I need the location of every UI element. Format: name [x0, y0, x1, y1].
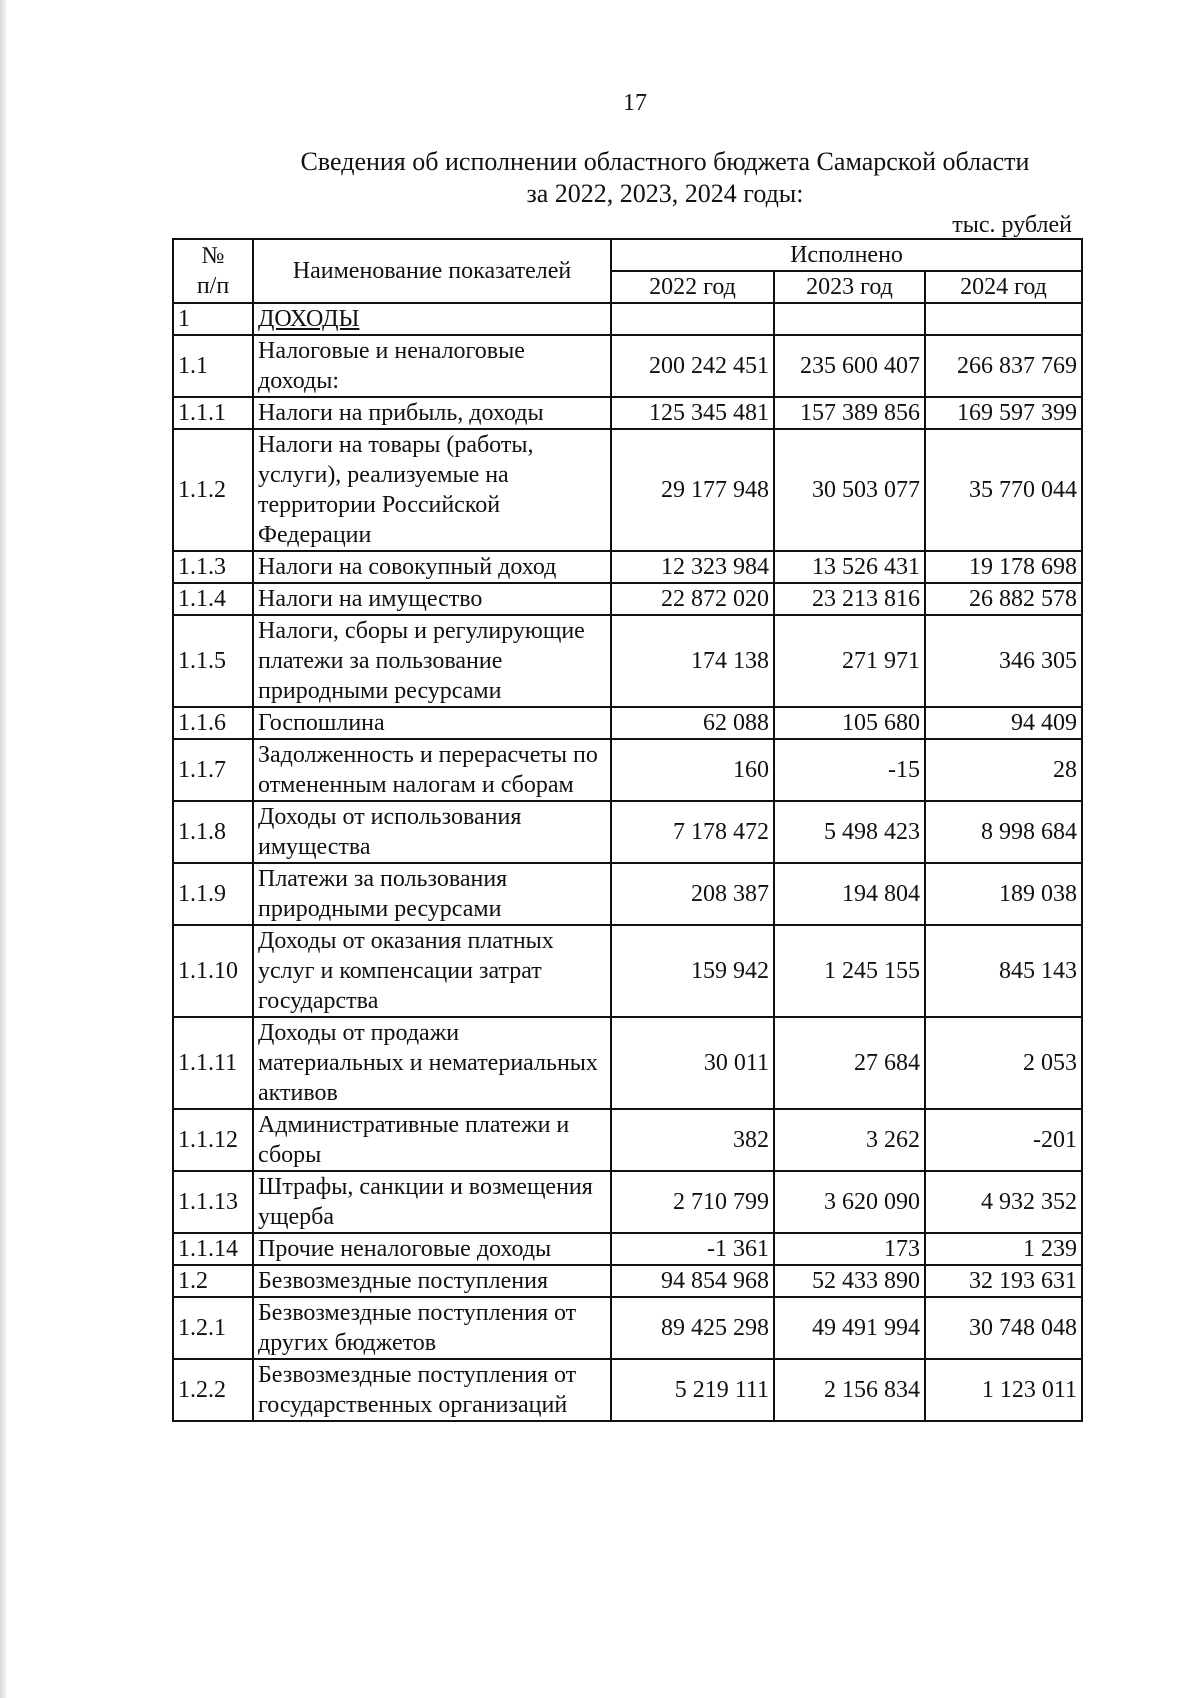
row-value-2024: 30 748 048: [925, 1297, 1082, 1359]
title-line-1: Сведения об исполнении областного бюджета Самарской области: [300, 147, 1030, 176]
row-code: 1.1.1: [173, 397, 253, 429]
row-value-2023: -15: [774, 739, 925, 801]
row-value-2022: 12 323 984: [611, 551, 774, 583]
row-value-2022: [611, 303, 774, 335]
row-name: Налоги, сборы и регулирующие платежи за пользование природными ресурсами: [253, 615, 611, 707]
row-name: Налоги на имущество: [253, 583, 611, 615]
row-value-2024: 26 882 578: [925, 583, 1082, 615]
row-name: Доходы от оказания платных услуг и компенсации затрат государства: [253, 925, 611, 1017]
row-code: 1.2.2: [173, 1359, 253, 1421]
row-name: ДОХОДЫ: [253, 303, 611, 335]
row-name: Безвозмездные поступления от других бюджетов: [253, 1297, 611, 1359]
header-name-col: Наименование показателей: [253, 239, 611, 303]
row-value-2022: 22 872 020: [611, 583, 774, 615]
row-value-2024: 28: [925, 739, 1082, 801]
row-name: Платежи за пользования природными ресурсами: [253, 863, 611, 925]
row-code: 1.1.7: [173, 739, 253, 801]
row-value-2023: 1 245 155: [774, 925, 925, 1017]
row-value-2024: 32 193 631: [925, 1265, 1082, 1297]
row-value-2022: 2 710 799: [611, 1171, 774, 1233]
row-name: Налоговые и неналоговые доходы:: [253, 335, 611, 397]
row-code: 1.1.2: [173, 429, 253, 551]
table-row: [173, 801, 1082, 863]
row-value-2023: 2 156 834: [774, 1359, 925, 1421]
table-row: [173, 397, 1082, 429]
row-code: 1: [173, 303, 253, 335]
title-line-2: за 2022, 2023, 2024 годы:: [526, 179, 804, 208]
row-name: Доходы от использования имущества: [253, 801, 611, 863]
row-code: 1.2: [173, 1265, 253, 1297]
budget-table-body: [173, 239, 1082, 1421]
row-value-2023: 23 213 816: [774, 583, 925, 615]
row-code: 1.1.11: [173, 1017, 253, 1109]
row-code: 1.1.5: [173, 615, 253, 707]
row-code: 1.1.8: [173, 801, 253, 863]
header-group-executed: Исполнено: [611, 239, 1082, 271]
row-value-2024: 2 053: [925, 1017, 1082, 1109]
row-value-2023: 3 620 090: [774, 1171, 925, 1233]
row-value-2024: 1 239: [925, 1233, 1082, 1265]
row-name: Задолженность и перерасчеты по отмененным налогам и сборам: [253, 739, 611, 801]
row-code: 1.1: [173, 335, 253, 397]
row-code: 1.1.10: [173, 925, 253, 1017]
row-value-2023: 30 503 077: [774, 429, 925, 551]
row-name: Безвозмездные поступления от государственных организаций: [253, 1359, 611, 1421]
table-row: [173, 925, 1082, 1017]
header-year-2022: 2022 год: [611, 271, 774, 303]
table-row: [173, 1017, 1082, 1109]
row-value-2023: 105 680: [774, 707, 925, 739]
row-name: Прочие неналоговые доходы: [253, 1233, 611, 1265]
row-code: 1.1.9: [173, 863, 253, 925]
page-edge-shadow: [0, 0, 6, 1698]
table-row: [173, 429, 1082, 551]
row-value-2024: 845 143: [925, 925, 1082, 1017]
table-row: [173, 1233, 1082, 1265]
table-row: [173, 863, 1082, 925]
units-label: тыс. рублей: [952, 212, 1072, 238]
row-value-2023: 49 491 994: [774, 1297, 925, 1359]
row-value-2023: 194 804: [774, 863, 925, 925]
table-row: [173, 1265, 1082, 1297]
table-row: [173, 1359, 1082, 1421]
row-value-2023: 52 433 890: [774, 1265, 925, 1297]
row-value-2022: 94 854 968: [611, 1265, 774, 1297]
row-name: Безвозмездные поступления: [253, 1265, 611, 1297]
row-code: 1.1.12: [173, 1109, 253, 1171]
row-name: Налоги на прибыль, доходы: [253, 397, 611, 429]
header-year-2023: 2023 год: [774, 271, 925, 303]
table-row: [173, 739, 1082, 801]
table-row: [173, 583, 1082, 615]
row-value-2024: 19 178 698: [925, 551, 1082, 583]
row-value-2022: 208 387: [611, 863, 774, 925]
header-num-col: № п/п: [173, 239, 253, 303]
row-value-2023: 3 262: [774, 1109, 925, 1171]
row-value-2024: 169 597 399: [925, 397, 1082, 429]
row-value-2022: 5 219 111: [611, 1359, 774, 1421]
table-row: [173, 615, 1082, 707]
row-name: Штрафы, санкции и возмещения ущерба: [253, 1171, 611, 1233]
row-value-2022: 200 242 451: [611, 335, 774, 397]
row-value-2022: 382: [611, 1109, 774, 1171]
row-value-2024: -201: [925, 1109, 1082, 1171]
row-name: Налоги на товары (работы, услуги), реализуемые на территории Российской Федерации: [253, 429, 611, 551]
row-value-2022: 89 425 298: [611, 1297, 774, 1359]
row-value-2023: 271 971: [774, 615, 925, 707]
row-code: 1.1.6: [173, 707, 253, 739]
table-row: [173, 1109, 1082, 1171]
row-value-2024: [925, 303, 1082, 335]
row-value-2022: 7 178 472: [611, 801, 774, 863]
row-value-2024: 8 998 684: [925, 801, 1082, 863]
row-name: Административные платежи и сборы: [253, 1109, 611, 1171]
row-value-2024: 266 837 769: [925, 335, 1082, 397]
table-row: [173, 335, 1082, 397]
page-number: 17: [623, 90, 647, 116]
row-code: 1.1.3: [173, 551, 253, 583]
table-row: [173, 1297, 1082, 1359]
row-value-2024: 94 409: [925, 707, 1082, 739]
row-value-2024: 35 770 044: [925, 429, 1082, 551]
row-value-2023: 5 498 423: [774, 801, 925, 863]
row-value-2024: 1 123 011: [925, 1359, 1082, 1421]
budget-table: [172, 238, 1083, 1422]
row-name: Госпошлина: [253, 707, 611, 739]
row-value-2022: 29 177 948: [611, 429, 774, 551]
row-value-2022: 174 138: [611, 615, 774, 707]
row-value-2023: 157 389 856: [774, 397, 925, 429]
row-name: Доходы от продажи материальных и нематериальных активов: [253, 1017, 611, 1109]
table-row: [173, 551, 1082, 583]
row-value-2022: 159 942: [611, 925, 774, 1017]
row-code: 1.2.1: [173, 1297, 253, 1359]
row-code: 1.1.14: [173, 1233, 253, 1265]
table-row: [173, 303, 1082, 335]
row-name: Налоги на совокупный доход: [253, 551, 611, 583]
row-value-2023: 13 526 431: [774, 551, 925, 583]
row-value-2022: 160: [611, 739, 774, 801]
table-row: [173, 1171, 1082, 1233]
row-value-2022: 62 088: [611, 707, 774, 739]
row-value-2024: 4 932 352: [925, 1171, 1082, 1233]
row-value-2023: 235 600 407: [774, 335, 925, 397]
header-year-2024: 2024 год: [925, 271, 1082, 303]
row-value-2023: [774, 303, 925, 335]
row-value-2022: 125 345 481: [611, 397, 774, 429]
row-code: 1.1.13: [173, 1171, 253, 1233]
table-row: [173, 707, 1082, 739]
row-value-2023: 173: [774, 1233, 925, 1265]
row-value-2024: 346 305: [925, 615, 1082, 707]
document-title: [170, 146, 1160, 210]
row-value-2022: -1 361: [611, 1233, 774, 1265]
header-row-1: [173, 239, 1082, 271]
row-code: 1.1.4: [173, 583, 253, 615]
row-value-2023: 27 684: [774, 1017, 925, 1109]
row-value-2022: 30 011: [611, 1017, 774, 1109]
row-value-2024: 189 038: [925, 863, 1082, 925]
